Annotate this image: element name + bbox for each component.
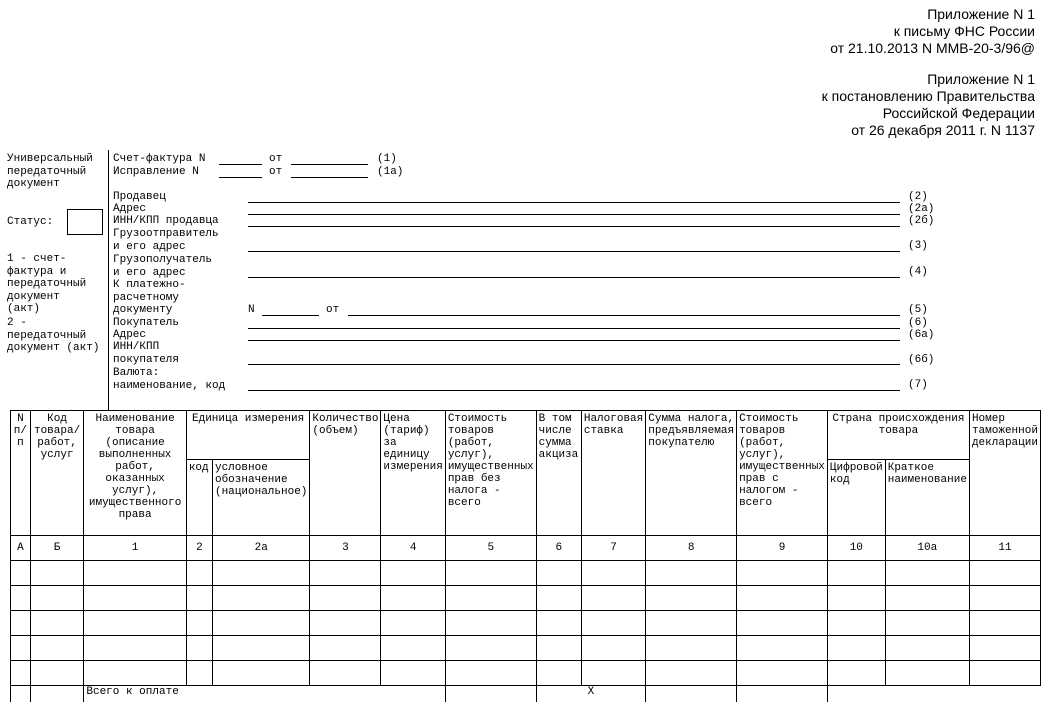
consignee-code: (4) — [908, 266, 928, 278]
col-num: 7 — [581, 536, 645, 561]
goods-table — [10, 410, 1041, 702]
appendix-resolution-line1: Приложение N 1 — [927, 71, 1035, 87]
header-country-code: Цифровой код — [827, 460, 885, 536]
status-note-2 — [7, 317, 99, 355]
header-unit-name: условное обозначение (национальное) — [212, 460, 309, 536]
currency-label-line2: наименование, код — [113, 379, 226, 392]
appendix-resolution-line3: Российской Федерации — [882, 105, 1035, 121]
payment-doc-date-label: от — [326, 304, 340, 316]
correction-number-label: Исправление N — [113, 166, 199, 178]
header-qty: Количество (объем) — [310, 411, 381, 536]
payment-doc-label-line1: К платежно- — [113, 279, 186, 291]
invoice-number-label: Счет-фактура N — [113, 153, 206, 165]
invoice-date-field[interactable] — [291, 164, 368, 165]
buyer-code: (6) — [908, 317, 928, 329]
invoice-date-label: от — [269, 153, 283, 165]
status-note-1-line1: 1 - счет- — [7, 253, 67, 265]
total-tax-cell[interactable] — [646, 686, 737, 703]
header-unit: Единица измерения — [186, 411, 310, 460]
status-input[interactable] — [67, 209, 103, 235]
status-note-1 — [7, 253, 86, 316]
payment-doc-date-field[interactable] — [348, 315, 900, 316]
appendix-resolution-line2: к постановлению Правительства — [821, 88, 1035, 104]
payment-doc-number-field[interactable] — [262, 315, 319, 316]
col-num: 9 — [737, 536, 828, 561]
payment-doc-label-line3: документу — [113, 304, 173, 317]
appendix-letter — [830, 6, 1035, 57]
status-note-1-line5: (акт) — [7, 303, 41, 316]
currency-label — [113, 367, 225, 392]
col-num: 8 — [646, 536, 737, 561]
status-note-1-line2: фактура и — [7, 265, 67, 278]
col-num: 5 — [445, 536, 536, 561]
table-row[interactable] — [11, 586, 1041, 611]
col-num: 2а — [212, 536, 309, 561]
shipper-code: (3) — [908, 240, 928, 252]
header-price: Цена (тариф) за единицу измерения — [381, 411, 445, 536]
left-separator — [108, 150, 109, 410]
correction-code: (1а) — [377, 166, 404, 178]
total-cost-cell[interactable] — [445, 686, 536, 703]
header-rate: Налоговая ставка — [581, 411, 645, 536]
header-name: Наименование товара (описание выполненных работ, оказанных услуг), имущественного права — [84, 411, 186, 536]
table-header-row — [11, 411, 1041, 460]
consignee-label-line1: Грузополучатель — [113, 254, 213, 266]
header-code: Код товара/ работ, услуг — [30, 411, 84, 536]
table-row[interactable] — [11, 561, 1041, 586]
header-np: N п/п — [11, 411, 31, 536]
currency-code: (7) — [908, 379, 928, 391]
total-label: Всего к оплате — [84, 686, 445, 703]
buyer-address-label: Адрес — [113, 329, 147, 341]
consignee-label — [113, 254, 212, 279]
seller-address-field[interactable] — [248, 214, 900, 215]
document-title-line1: Универсальный — [7, 153, 93, 165]
header-excise: В том числе сумма акциза — [536, 411, 581, 536]
payment-doc-n-label: N — [248, 304, 255, 316]
header-tax: Сумма налога, предъявляемая покупателю — [646, 411, 737, 536]
invoice-code: (1) — [377, 153, 397, 165]
currency-label-line1: Валюта: — [113, 367, 160, 379]
col-num: 6 — [536, 536, 581, 561]
col-num: 10 — [827, 536, 885, 561]
currency-field[interactable] — [248, 390, 900, 391]
buyer-inn-label — [113, 341, 179, 366]
status-note-2-line1: 2 - — [7, 317, 27, 329]
appendix-letter-line3: от 21.10.2013 N ММВ-20-3/96@ — [830, 40, 1035, 56]
correction-date-label: от — [269, 166, 283, 178]
header-cost-with-tax: Стоимость товаров (работ, услуг), имущественных прав с налогом - всего — [737, 411, 828, 536]
buyer-label: Покупатель — [113, 317, 180, 329]
shipper-label-line2: и его адрес — [113, 240, 186, 253]
shipper-field[interactable] — [248, 251, 900, 252]
header-country-name: Краткое наименование — [885, 460, 969, 536]
header-country: Страна происхождения товара — [827, 411, 969, 460]
seller-inn-label: ИНН/КПП продавца — [113, 215, 219, 227]
appendix-resolution-line4: от 26 декабря 2011 г. N 1137 — [851, 122, 1035, 138]
invoice-number-field[interactable] — [219, 164, 262, 165]
col-num: 11 — [969, 536, 1040, 561]
correction-date-field[interactable] — [291, 177, 368, 178]
col-num: 3 — [310, 536, 381, 561]
payment-doc-label-line2: расчетному — [113, 291, 180, 304]
buyer-inn-field[interactable] — [248, 364, 900, 365]
status-note-2-line2: передаточный — [7, 329, 87, 342]
consignee-label-line2: и его адрес — [113, 266, 186, 279]
buyer-address-code: (6а) — [908, 329, 935, 341]
col-num: 2 — [186, 536, 212, 561]
col-num: Б — [30, 536, 84, 561]
status-note-1-line4: документ — [7, 290, 60, 303]
total-row — [11, 686, 1041, 703]
buyer-address-field[interactable] — [248, 340, 900, 341]
table-row[interactable] — [11, 661, 1041, 686]
total-x: X — [536, 686, 646, 703]
document-title-line2: передаточный — [7, 165, 87, 178]
status-note-1-line3: передаточный — [7, 278, 87, 291]
seller-address-label: Адрес — [113, 203, 147, 215]
header-customs: Номер таможенной декларации — [969, 411, 1040, 536]
correction-number-field[interactable] — [219, 177, 262, 178]
col-num: 1 — [84, 536, 186, 561]
column-numbers-row — [11, 536, 1041, 561]
col-num: А — [11, 536, 31, 561]
appendix-resolution — [822, 71, 1035, 139]
buyer-field[interactable] — [248, 328, 900, 329]
shipper-label-line1: Грузоотправитель — [113, 228, 219, 240]
appendix-letter-line2: к письму ФНС России — [893, 23, 1035, 39]
document-title — [7, 153, 93, 191]
seller-code: (2) — [908, 191, 928, 203]
seller-address-code: (2а) — [908, 203, 935, 215]
seller-label: Продавец — [113, 191, 166, 203]
header-unit-code: код — [186, 460, 212, 536]
status-label: Статус: — [7, 216, 54, 228]
consignee-field[interactable] — [248, 277, 900, 278]
col-num: 10а — [885, 536, 969, 561]
total-cost-tax-cell[interactable] — [737, 686, 828, 703]
document-title-line3: документ — [7, 178, 60, 191]
shipper-label — [113, 228, 219, 253]
seller-inn-field[interactable] — [248, 226, 900, 227]
buyer-inn-code: (6б) — [908, 354, 935, 366]
seller-inn-code: (2б) — [908, 215, 935, 227]
buyer-inn-label-line1: ИНН/КПП — [113, 341, 160, 353]
table-row[interactable] — [11, 611, 1041, 636]
table-row[interactable] — [11, 636, 1041, 661]
status-note-2-line3: документ (акт) — [7, 342, 100, 355]
header-cost: Стоимость товаров (работ, услуг), имущественных прав без налога - всего — [445, 411, 536, 536]
col-num: 4 — [381, 536, 445, 561]
seller-field[interactable] — [248, 202, 900, 203]
payment-doc-code: (5) — [908, 304, 928, 316]
buyer-inn-label-line2: покупателя — [113, 353, 180, 366]
payment-doc-label — [113, 279, 186, 317]
appendix-letter-line1: Приложение N 1 — [927, 6, 1035, 22]
